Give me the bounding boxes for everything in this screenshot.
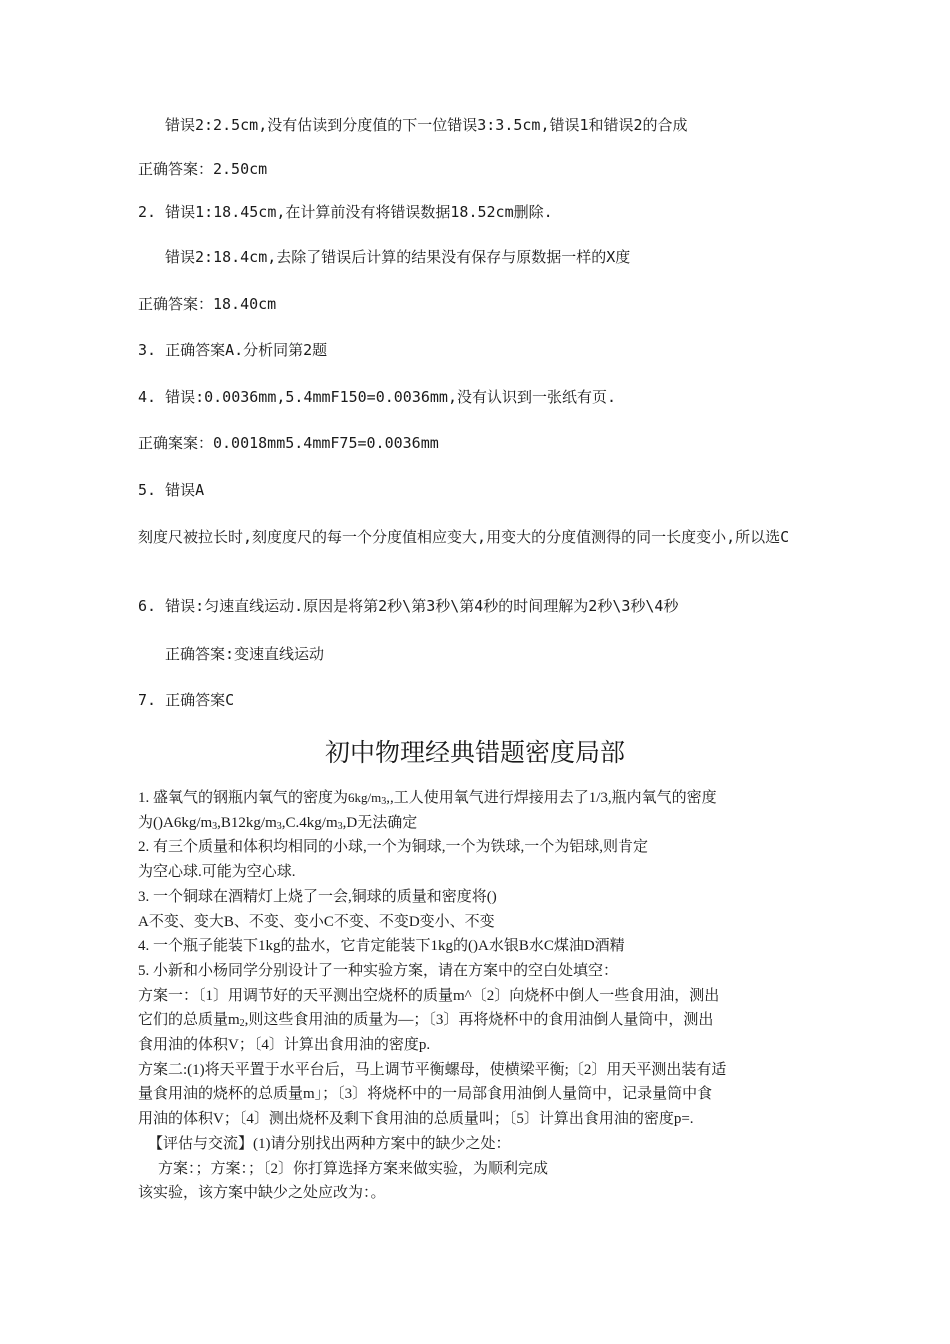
answer-line: 5. 错误A xyxy=(138,481,205,499)
plan-2-line-2: 量食用油的烧杯的总质量m」；〔3〕将烧杯中的一局部食用油倒人量筒中，记录量筒中食 xyxy=(138,1086,713,1103)
plan-2-line-1: 方案二:(1)将天平置于水平台后，马上调节平衡螺母，使横梁平衡;〔2〕用天平测出装有适 xyxy=(138,1061,727,1078)
answer-line: 正确案案：0.0018mm5.4mmF75=0.0036mm xyxy=(138,434,439,452)
question-4: 4. 一个瓶子能装下1kg的盐水，它肯定能装下1kg的()A水银B水C煤油D酒精 xyxy=(138,938,625,955)
question-list xyxy=(138,786,813,1206)
answer-paragraph: 刻度尺被拉长时,刻度度尺的每一个分度值相应变大,用变大的分度值测得的同一长度变小,所以选C xyxy=(138,528,790,546)
question-5: 5. 小新和小杨同学分别设计了一种实验方案，请在方案中的空白处填空： xyxy=(138,962,619,979)
answer-line: 7. 正确答案C xyxy=(138,691,235,709)
question-2-line-1: 2. 有三个质量和体积均相同的小球,一个为铜球,一个为铁球,一个为铝球,则肯定 xyxy=(138,839,649,856)
plan-1-line-3: 食用油的体积V；〔4〕计算出食用油的密度p. xyxy=(138,1037,431,1054)
plan-1-line-1: 方案一：〔1〕用调节好的天平测出空烧杯的质量m^〔2〕向烧杯中倒人一些食用油，测出 xyxy=(138,987,720,1004)
evaluation-line-2: 方案：；方案：；〔2〕你打算选择方案来做实验，为顺利完成 xyxy=(158,1160,549,1177)
plan-1-line-2: 它们的总质量$m_2$,则这些食用油的质量为—；〔3〕再将烧杯中的食用油倒人量筒中，测出 xyxy=(138,1012,714,1030)
question-1-line-1: 1. 盛氧气的钢瓶内氧气的密度为$6kg/m_3$,,工人使用氧气进行焊接用去了1/3,瓶内氧气的密度 xyxy=(138,790,717,807)
plan-2-line-3: 用油的体积V；〔4〕测出烧杯及剩下食用油的总质量叫；〔5〕计算出食用油的密度p=. xyxy=(138,1111,694,1128)
answer-line: 正确答案:变速直线运动 xyxy=(165,645,325,663)
answer-line: 6. 错误:匀速直线运动.原因是将第2秒\第3秒\第4秒的时间理解为2秒\3秒\4秒 xyxy=(138,597,679,615)
answer-line: 错误2:18.4cm,去除了错误后计算的结果没有保存与原数据一样的X度 xyxy=(165,248,631,266)
question-2-line-2: 为空心球.可能为空心球. xyxy=(138,864,296,881)
answer-line: 4. 错误:0.0036mm,5.4mmF150=0.0036mm,没有认识到一张纸有页. xyxy=(138,388,617,406)
answer-line: 正确答案：2.50cm xyxy=(138,160,268,178)
evaluation-line-3: 该实验，该方案中缺少之处应改为：。 xyxy=(138,1185,386,1202)
question-1-line-2: 为$()A6kg/m_3,B12kg/m_3,C.4kg/m_3,D$无法确定 xyxy=(138,814,418,832)
question-3-line-1: 3. 一个铜球在酒精灯上烧了一会,铜球的质量和密度将() xyxy=(138,888,497,905)
question-3-options: A不变、变大B、不变、变小C不变、不变D变小、不变 xyxy=(138,913,495,930)
answer-line: 正确答案：18.40cm xyxy=(138,295,277,313)
section-title: 初中物理经典错题密度局部 xyxy=(324,738,625,767)
evaluation-line-1: 【评估与交流】(1)请分别找出两种方案中的缺少之处： xyxy=(148,1135,511,1152)
answer-line: 错误2:2.5cm,没有估读到分度值的下一位错误3:3.5cm,错误1和错误2的合成 xyxy=(165,116,688,134)
answer-line: 2. 错误1:18.45cm,在计算前没有将错误数据18.52cm删除. xyxy=(138,203,553,221)
answer-line: 3. 正确答案A.分析同第2题 xyxy=(138,341,328,359)
